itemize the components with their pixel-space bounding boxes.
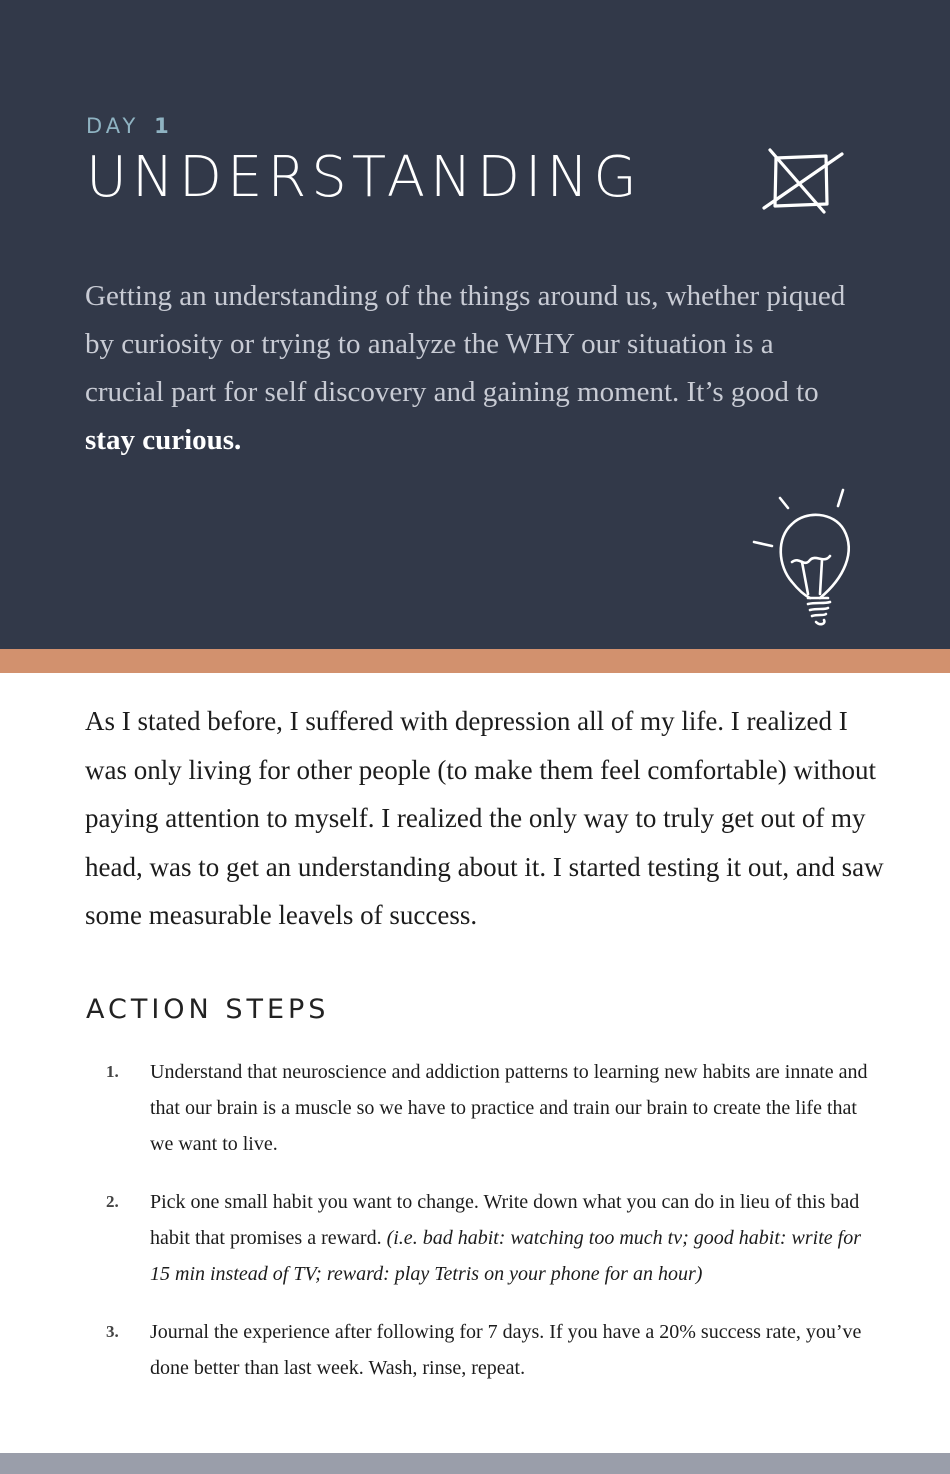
lightbulb-icon	[748, 486, 858, 632]
header-banner	[0, 0, 950, 649]
step-number: 1.	[106, 1062, 119, 1081]
page-title: UNDERSTANDING	[86, 145, 642, 210]
step-number: 3.	[106, 1322, 119, 1341]
action-steps-list	[100, 1054, 870, 1408]
list-item	[100, 1314, 870, 1386]
intro-text: Getting an understanding of the things around us, whether piqued by curiosity or trying to analyze the WHY our situation is a crucial part for self discovery and gaining moment. It’s good to	[85, 280, 846, 408]
step-text: Pick one small habit you want to change. Write down what you can do in lieu of this bad habit that promises a reward.	[150, 1191, 860, 1249]
list-item	[100, 1054, 870, 1162]
step-example: (i.e. bad habit: watching too much tv; good habit: write for 15 min instead of TV; reward: play Tetris on your phone for an hour)	[150, 1227, 861, 1285]
list-item	[100, 1184, 870, 1292]
day-number: 1	[154, 114, 173, 138]
intro-emphasis: stay curious.	[85, 424, 242, 456]
checked-box-icon	[760, 146, 846, 216]
step-number: 2.	[106, 1192, 119, 1211]
intro-paragraph	[85, 272, 855, 464]
step-text: Journal the experience after following for 7 days. If you have a 20% success rate, you’ve done better than last week. Wash, rinse, repeat.	[150, 1321, 862, 1379]
step-text: Understand that neuroscience and addiction patterns to learning new habits are innate and that our brain is a muscle so we have to practice and train our brain to create the life that we want to live.	[150, 1061, 868, 1155]
day-label-text: DAY	[86, 114, 140, 138]
body-paragraph: As I stated before, I suffered with depression all of my life. I realized I was only living for other people (to make them feel comfortable) without paying attention to myself. I realized the only way to truly get out of my head, was to get an understanding about it. I started testing it out, and saw some measurable leavels of success.	[85, 706, 884, 930]
accent-divider	[0, 649, 950, 673]
day-label	[86, 114, 173, 138]
action-steps-heading: ACTION STEPS	[86, 994, 330, 1025]
footer-bar	[0, 1453, 950, 1474]
